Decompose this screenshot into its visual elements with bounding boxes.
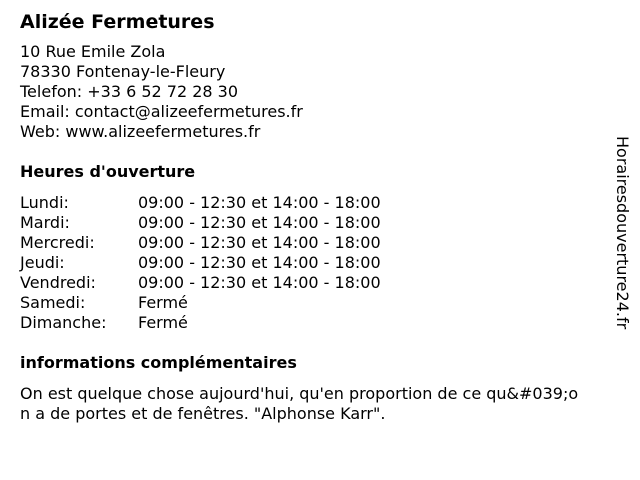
hours-row-sunday: [20, 313, 600, 333]
hours-day: Jeudi:: [20, 253, 65, 272]
watermark-container: [612, 136, 632, 372]
website-line: Web: www.alizeefermetures.fr: [20, 122, 261, 141]
hours-time: 09:00 - 12:30 et 14:00 - 18:00: [138, 273, 381, 292]
hours-day: Samedi:: [20, 293, 86, 312]
hours-day: Dimanche:: [20, 313, 107, 332]
hours-time: 09:00 - 12:30 et 14:00 - 18:00: [138, 233, 381, 252]
opening-hours-table: [20, 193, 600, 333]
hours-time: Fermé: [138, 293, 188, 312]
additional-info-heading: informations complémentaires: [20, 353, 297, 372]
business-card: [20, 10, 600, 424]
opening-hours-heading: Heures d'ouverture: [20, 162, 196, 181]
address-street: 10 Rue Emile Zola: [20, 42, 166, 61]
hours-day: Mardi:: [20, 213, 70, 232]
hours-time: 09:00 - 12:30 et 14:00 - 18:00: [138, 193, 381, 212]
hours-day: Vendredi:: [20, 273, 96, 292]
hours-row-thursday: [20, 253, 600, 273]
hours-day: Lundi:: [20, 193, 69, 212]
site-watermark: Horairesdouverture24.fr: [613, 136, 632, 330]
hours-row-saturday: [20, 293, 600, 313]
hours-row-friday: [20, 273, 600, 293]
additional-info-text: On est quelque chose aujourd'hui, qu'en proportion de ce qu&#039;on a de portes et de fenêtres. "Alphonse Karr".: [20, 384, 579, 423]
hours-row-monday: [20, 193, 600, 213]
phone-line: Telefon: +33 6 52 72 28 30: [20, 82, 239, 101]
hours-row-tuesday: [20, 213, 600, 233]
hours-time: 09:00 - 12:30 et 14:00 - 18:00: [138, 213, 381, 232]
hours-time: Fermé: [138, 313, 188, 332]
hours-day: Mercredi:: [20, 233, 95, 252]
hours-time: 09:00 - 12:30 et 14:00 - 18:00: [138, 253, 381, 272]
email-line: Email: contact@alizeefermetures.fr: [20, 102, 303, 121]
address-city: 78330 Fontenay-le-Fleury: [20, 62, 226, 81]
contact-block: [20, 42, 600, 142]
business-name: Alizée Fermetures: [20, 11, 215, 33]
hours-row-wednesday: [20, 233, 600, 253]
